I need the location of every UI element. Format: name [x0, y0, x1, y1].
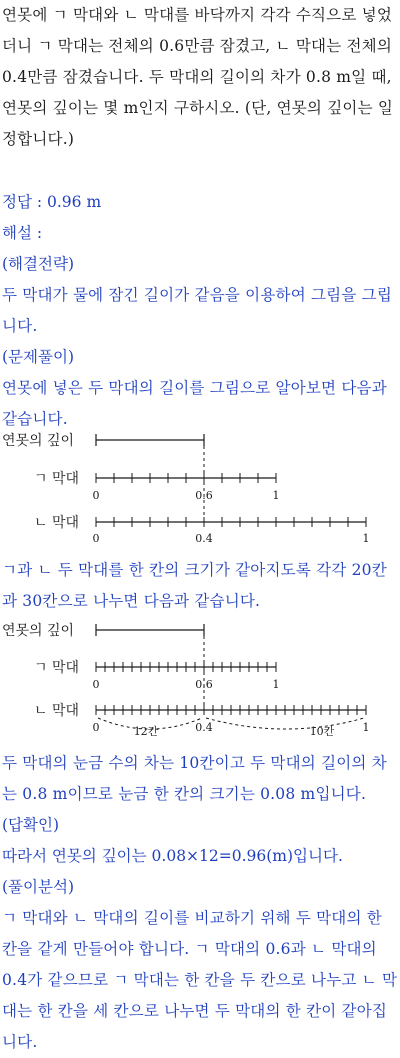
rod-a-label: ㄱ 막대: [34, 660, 80, 676]
rod-a-zero: 0: [92, 678, 100, 691]
rod-a-mid: 0.6: [195, 678, 213, 691]
rod-b-mid: 0.4: [195, 721, 213, 734]
rod-b-one: 1: [362, 721, 370, 734]
rod-comparison-diagram-2: [0, 618, 400, 742]
rod-a-zero: 0: [92, 489, 100, 502]
rod-b-one: 1: [362, 532, 370, 545]
rod-comparison-diagram-1: [0, 428, 400, 548]
analysis-heading: (풀이분석): [2, 878, 74, 896]
rod-a-ticks: [96, 662, 276, 672]
explanation-label: 해설 :: [2, 224, 43, 242]
analysis-text: ㄱ 막대와 ㄴ 막대의 길이를 비교하기 위해 두 막대의 한 칸을 같게 만들어야 합니다. ㄱ 막대의 0.6과 ㄴ 막대의 0.4가 같으므로 ㄱ 막대는 한 칸을 두 칸으로 나누고 ㄴ 막대는 한 칸을 세 칸으로 나누면 두 막대의 한 칸이 같아집니다.: [2, 909, 398, 1051]
depth-label: 연못의 깊이: [2, 433, 75, 449]
rod-b-zero: 0: [92, 721, 100, 734]
rod-b-label: ㄴ 막대: [34, 703, 80, 719]
rod-a-one: 1: [272, 489, 280, 502]
brace-left-label: 12칸: [133, 725, 159, 738]
rod-a-mid: 0.6: [195, 489, 213, 502]
solution-text-3: 두 막대의 눈금 수의 차는 10칸이고 두 막대의 길이의 차는 0.8 m이므로 눈금 한 칸의 크기는 0.08 m입니다.: [2, 754, 387, 803]
rod-b-zero: 0: [92, 532, 100, 545]
check-heading: (답확인): [2, 816, 60, 834]
solution-heading: (문제풀이): [2, 348, 74, 366]
problem-text: 연못에 ㄱ 막대와 ㄴ 막대를 바닥까지 각각 수직으로 넣었더니 ㄱ 막대는 전체의 0.6만큼 잠겼고, ㄴ 막대는 전체의 0.4만큼 잠겼습니다. 두 막대의 길이의 차가 0.8 m일 때, 연못의 깊이는 몇 m인지 구하시오. (단, 연못의 깊이는 일정합니다.): [2, 6, 394, 148]
brace-right: [206, 718, 364, 729]
rod-b-label: ㄴ 막대: [34, 515, 80, 531]
brace-right-label: 10칸: [309, 725, 335, 738]
solution-text-1: 연못에 넣은 두 막대의 길이를 그림으로 알아보면 다음과 같습니다.: [2, 379, 387, 428]
check-text: 따라서 연못의 깊이는 0.08×12=0.96(m)입니다.: [2, 847, 343, 865]
strategy-heading: (해결전략): [2, 255, 74, 273]
rod-a-label: ㄱ 막대: [34, 471, 80, 487]
strategy-text: 두 막대가 물에 잠긴 길이가 같음을 이용하여 그림을 그립니다.: [2, 286, 392, 335]
rod-b-mid: 0.4: [195, 532, 213, 545]
rod-a-one: 1: [272, 678, 280, 691]
depth-label: 연못의 깊이: [2, 623, 75, 639]
answer-line: 정답 : 0.96 m: [2, 193, 102, 211]
solution-text-2: ㄱ과 ㄴ 두 막대를 한 칸의 크기가 같아지도록 각각 20칸과 30칸으로 나누면 다음과 같습니다.: [2, 561, 387, 610]
